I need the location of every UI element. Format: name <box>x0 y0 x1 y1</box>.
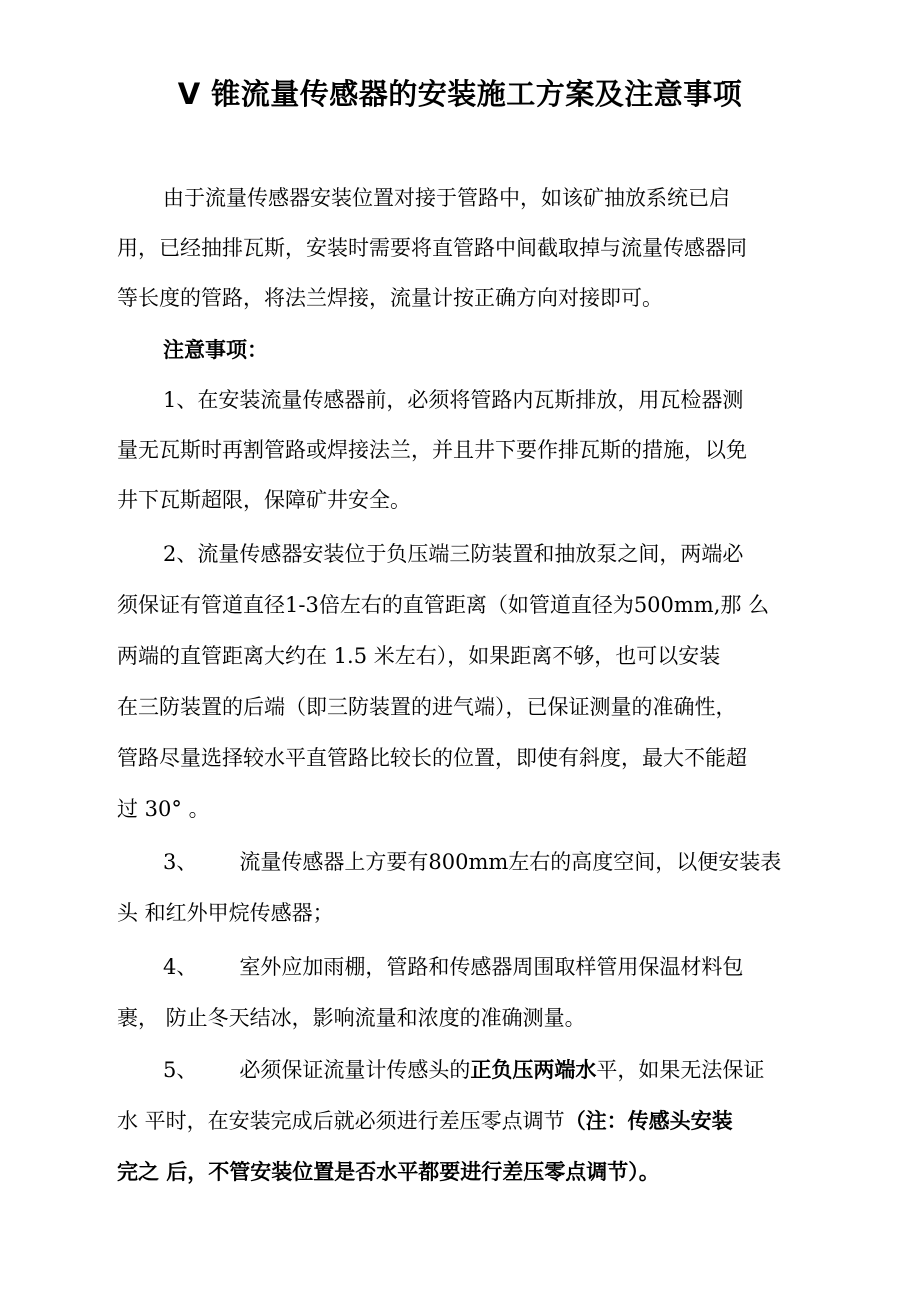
item1-line-2: 量无瓦斯时再割管路或焊接法兰，并且井下要作排瓦斯的措施，以免 <box>117 438 747 462</box>
item4-line-1 <box>163 949 743 985</box>
item4-number: 4、 <box>163 955 198 979</box>
item2-line-4: 在三防装置的后端（即三防装置的进气端），已保证测量的准确性， <box>117 695 737 719</box>
item5-line-2 <box>117 1103 733 1139</box>
item5-line-3: 完之 后，不管安装位置是否水平都要进行差压零点调节）。 <box>117 1159 660 1184</box>
item5-line2-text: 水 平时，在安装完成后就必须进行差压零点调节 <box>117 1109 565 1133</box>
item2-line-1: 2、流量传感器安装位于负压端三防装置和抽放泵之间，两端必 <box>163 542 744 566</box>
item4-line-2: 裹， 防止冬天结冰，影响流量和浓度的准确测量。 <box>117 1006 586 1030</box>
intro-line-1: 由于流量传感器安装位置对接于管路中，如该矿抽放系统已启 <box>163 186 730 210</box>
item5-line2-bold: （注：传感头安装 <box>564 1108 733 1133</box>
item1-line-3: 井下瓦斯超限，保障矿井安全。 <box>117 488 411 512</box>
item2-line-2: 须保证有管道直径1-3倍左右的直管距离（如管道直径为500mm,那 么 <box>117 593 770 617</box>
item1-line-1: 1、在安装流量传感器前，必须将管路内瓦斯排放，用瓦检器测 <box>163 388 744 412</box>
intro-line-2: 用，已经抽排瓦斯，安装时需要将直管路中间截取掉与流量传感器同 <box>117 236 747 260</box>
item2-line-6: 过 30° 。 <box>117 797 210 821</box>
item2-line-3: 两端的直管距离大约在 1.5 米左右），如果距离不够，也可以安装 <box>117 644 721 668</box>
item3-line-2: 头 和红外甲烷传感器； <box>117 901 334 925</box>
intro-line-3: 等长度的管路，将法兰焊接，流量计按正确方向对接即可。 <box>117 286 663 310</box>
item5-line-1 <box>163 1052 764 1088</box>
item5-text-a: 必须保证流量计传感头的 <box>239 1058 471 1082</box>
item3-line-1 <box>163 844 781 880</box>
item2-line-5: 管路尽量选择较水平直管路比较长的位置，即使有斜度，最大不能超 <box>117 746 747 770</box>
document-title: V 锥流量传感器的安装施工方案及注意事项 <box>177 77 743 111</box>
notes-heading: 注意事项： <box>163 337 268 362</box>
item5-text-b-bold: 正负压两端水 <box>470 1057 597 1082</box>
item5-text-c: 平，如果无法保证 <box>596 1058 765 1082</box>
item3-text: 流量传感器上方要有800mm左右的高度空间，以便安装表 <box>239 850 782 874</box>
item3-number: 3、 <box>163 850 198 874</box>
item4-text: 室外应加雨棚，管路和传感器周围取样管用保温材料包 <box>239 955 744 979</box>
item5-number: 5、 <box>163 1058 198 1082</box>
